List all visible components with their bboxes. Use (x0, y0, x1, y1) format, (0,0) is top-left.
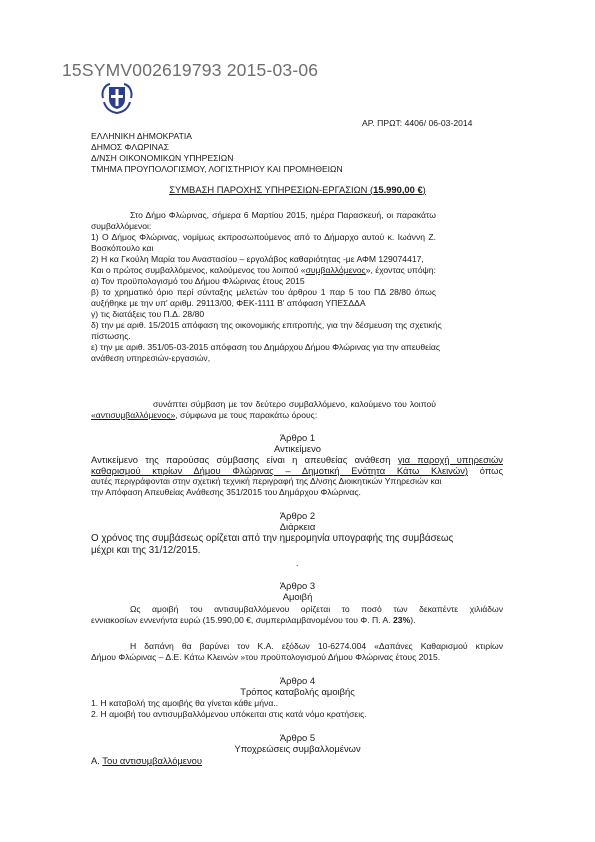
body-line: αυτές περιγράφονται στην σχετική τεχνική περιγραφή της Δ/νσης Διοικητικών Υπηρεσιών και (91, 476, 442, 486)
article-number: Άρθρο 5 (279, 732, 316, 743)
body-line: 1. Η καταβολή της αμοιβής θα γίνεται κάθε μήνα.. (91, 698, 279, 708)
contract-title-text: ΣΥΜΒΑΣΗ ΠΑΡΟΧΗΣ ΥΠΗΡΕΣΙΩΝ-ΕΡΓΑΣΙΩΝ ( (169, 184, 374, 195)
body-line: 2) Η κα Γκούλη Μαρία του Αναστασίου – εργολάβος καθαριότητας -με ΑΦΜ 129074417, (91, 254, 424, 264)
header-line: ΤΜΗΜΑ ΠΡΟΥΠΟΛΟΓΙΣΜΟΥ, ΛΟΓΙΣΤΗΡΙΟΥ ΚΑΙ ΠΡΟΜΗΘΕΙΩΝ (91, 164, 343, 174)
body-line: β) το χρηματικό όριο περί σύνταξης μελετών του άρθρου 1 παρ 5 του ΠΔ 28/80 όπως (91, 287, 436, 297)
body-line (91, 454, 503, 465)
text-segment: Α. (91, 755, 103, 766)
text-segment-underlined: Του αντισυμβαλλόμενου (102, 755, 203, 766)
body-line: Δήμου Φλώρινας – Δ.Ε. Κάτω Κλεινών »του προϋπολογισμού Δήμου Φλώρινας έτους 2015. (91, 652, 441, 662)
body-line (91, 615, 415, 626)
article-number: Άρθρο 2 (279, 510, 316, 521)
body-line: την Απόφαση Απευθείας Ανάθεσης 351/2015 του Δημάρχου Φλώρινας. (91, 487, 361, 497)
header-line: ΔΗΜΟΣ ΦΛΩΡΙΝΑΣ (91, 142, 169, 152)
contract-title (0, 184, 595, 195)
document-id-watermark: 15SYMV002619793 2015-03-06 (62, 60, 319, 80)
text-segment-underlined: καθαρισμού κτιρίων Δήμου Φλώρινας – Δημοτική Ενότητα Κάτω Κλεινών) (91, 465, 469, 476)
article-title: Διάρκεια (279, 521, 316, 532)
body-line: μέχρι και της 31/12/2015. (91, 545, 201, 556)
body-line (91, 755, 202, 766)
greek-coat-of-arms-emblem (99, 82, 135, 114)
body-line (91, 265, 436, 276)
article-title: Αντικείμενο (274, 443, 321, 454)
body-line: δ) την με αριθ. 15/2015 απόφαση της οικονομικής επιτροπής, για την δέσμευση της σχετικής (91, 320, 442, 330)
body-line: Στο Δήμο Φλώρινας, σήμερα 6 Μαρτίου 2015, ημέρα Παρασκευή, οι παρακάτω (130, 210, 436, 220)
body-line (91, 465, 503, 476)
text-segment: ). (410, 615, 416, 625)
text-segment: , σύμφωνα με τους παρακάτω όρους: (175, 410, 318, 420)
body-line: συμβαλλόμενοι: (91, 221, 152, 231)
protocol-number: ΑΡ. ΠΡΩΤ: 4406/ 06-03-2014 (362, 118, 473, 128)
body-line: Ως αμοιβή του αντισυμβαλλόμενου ορίζεται το ποσό των δεκαπέντε χιλιάδων (130, 604, 503, 614)
body-line: Η δαπάνη θα βαρύνει τον Κ.Α. εξόδων 10-6274.004 «Δαπάνες Καθαρισμού κτιρίων (130, 641, 503, 651)
contract-title-amount: 15.990,00 € (373, 184, 423, 195)
text-segment: Και ο πρώτος συμβαλλόμενος, καλούμενος του λοιπού « (91, 265, 306, 275)
body-line: ανάθεση υπηρεσιών-εργασιών, (91, 353, 211, 363)
body-line: 2. Η αμοιβή του αντισυμβαλλόμενου υπόκειται στις κατά νόμο κρατήσεις. (91, 709, 367, 719)
text-segment-underlined: για παροχή υπηρεσιών (397, 454, 503, 465)
body-line: α) Τον προϋπολογισμό του Δήμου Φλώρινας έτους 2015 (91, 276, 305, 286)
article-number: Άρθρο 4 (279, 675, 316, 686)
text-segment: εννιακοσίων εννενήντα ευρώ (15.990,00 €, συμπεριλαμβανομένου του Φ. Π. Α. (91, 615, 394, 625)
body-line: πίστωσης. (91, 331, 131, 341)
stray-dot: . (296, 558, 299, 568)
text-segment: όπως (468, 465, 504, 476)
article-number: Άρθρο 3 (279, 580, 316, 591)
text-segment-bold: 23% (393, 615, 411, 625)
body-line (91, 410, 317, 421)
article-number: Άρθρο 1 (279, 432, 316, 443)
header-line: Δ/ΝΣΗ ΟΙΚΟΝΟΜΙΚΩΝ ΥΠΗΡΕΣΙΩΝ (91, 153, 234, 163)
body-line: 1) Ο Δήμος Φλώρινας, νομίμως εκπροσωπούμενος από το Δήμαρχο αυτού κ. Ιωάννη Ζ. (91, 232, 436, 242)
article-title: Υποχρεώσεις συμβαλλομένων (234, 743, 361, 754)
body-line: Ο χρόνος της συμβάσεως ορίζεται από την ημερομηνία υπογραφής της συμβάσεως (91, 533, 454, 544)
body-line: γ) τις διατάξεις του Π.Δ. 28/80 (91, 309, 205, 319)
article-title: Αμοιβή (282, 591, 313, 602)
contract-title-close: ) (422, 184, 426, 195)
body-line: αυξήθηκε με την υπ' αριθμ. 29113/00, ΦΕΚ-1111 Β' απόφαση ΥΠΕΣΔΔΑ (91, 298, 366, 308)
text-segment-underlined: συμβαλλόμενος (305, 265, 366, 275)
text-segment: », έχοντας υπόψη: (365, 265, 436, 275)
body-line: ε) την με αριθ. 351/05-03-2015 απόφαση του Δημάρχου Δήμου Φλώρινας για την απευθείας (91, 342, 440, 352)
body-line: συνάπτει σύμβαση με τον δεύτερο συμβαλλόμενο, καλούμενο του λοιπού (153, 399, 436, 409)
text-segment-underlined: «αντισυμβαλλόμενος» (91, 410, 176, 420)
article-title: Τρόπος καταβολής αμοιβής (240, 686, 355, 697)
text-segment: Αντικείμενο της παρούσας σύμβασης είναι η απευθείας ανάθεση (91, 454, 398, 465)
header-line: ΕΛΛΗΝΙΚΗ ΔΗΜΟΚΡΑΤΙΑ (91, 131, 192, 141)
body-line: Βοσκόπουλο και (91, 243, 154, 253)
